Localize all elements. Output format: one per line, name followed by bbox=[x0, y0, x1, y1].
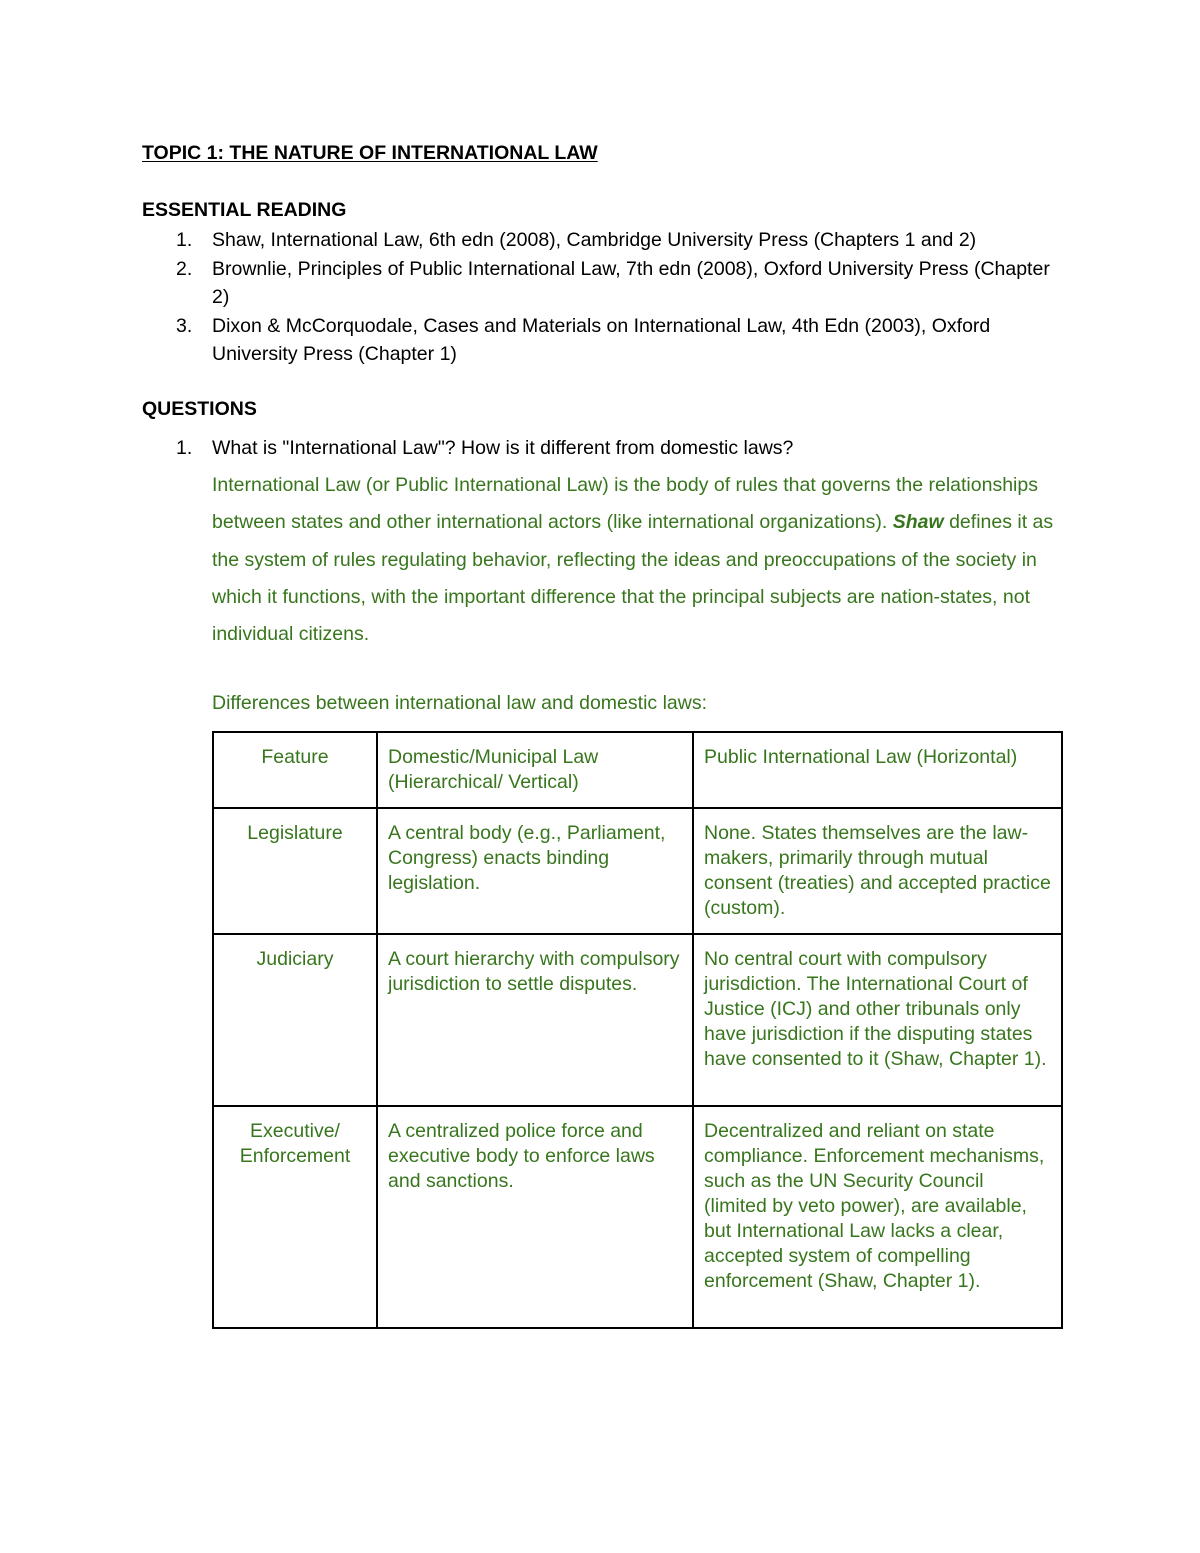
table-cell-feature: Executive/ Enforcement bbox=[213, 1106, 377, 1328]
table-cell-domestic: A centralized police force and executive body to enforce laws and sanctions. bbox=[377, 1106, 693, 1328]
table-cell-international: No central court with compulsory jurisdiction. The International Court of Justice (ICJ) and other tribunals only have jurisdiction if the disputing states have consented to it (Shaw, Chapter 1). bbox=[693, 934, 1062, 1106]
answer-text-part2: defines it as the system of rules regulating behavior, reflecting the ideas and preoccupations of the society in which it functions, with the important difference that the principal subjects are nation-states, not individual citizens. bbox=[212, 511, 1054, 646]
essential-reading-list bbox=[142, 226, 1072, 369]
answer-text-part1: International Law (or Public International Law) is the body of rules that governs the relationships between states and other international actors (like international organizations). bbox=[212, 474, 1038, 534]
list-item-number: 1. bbox=[176, 229, 193, 251]
list-item-text: Brownlie, Principles of Public International Law, 7th edn (2008), Oxford University Press (Chapter 2) bbox=[212, 257, 1050, 308]
list-item-number: 2. bbox=[176, 257, 193, 280]
table-cell-international: None. States themselves are the law-makers, primarily through mutual consent (treaties) and accepted practice (custom). bbox=[693, 808, 1062, 934]
questions-list bbox=[142, 434, 1072, 463]
list-item-number: 3. bbox=[176, 314, 193, 337]
comparison-table bbox=[212, 731, 1063, 1329]
differences-intro: Differences between international law and domestic laws: bbox=[212, 692, 707, 714]
table-cell-domestic: A court hierarchy with compulsory jurisdiction to settle disputes. bbox=[377, 934, 693, 1106]
table-row bbox=[213, 808, 1062, 934]
question-text: What is "International Law"? How is it different from domestic laws? bbox=[212, 437, 794, 459]
table-cell-feature: Legislature bbox=[213, 808, 377, 934]
table-row bbox=[213, 1106, 1062, 1328]
list-item-text: Shaw, International Law, 6th edn (2008), Cambridge University Press (Chapters 1 and 2) bbox=[212, 229, 977, 251]
answer-paragraph bbox=[212, 467, 1072, 653]
essential-reading-heading: ESSENTIAL READING bbox=[142, 199, 347, 221]
table-cell-feature: Judiciary bbox=[213, 934, 377, 1106]
questions-heading: QUESTIONS bbox=[142, 398, 257, 420]
table-cell-domestic: A central body (e.g., Parliament, Congress) enacts binding legislation. bbox=[377, 808, 693, 934]
page-title: TOPIC 1: THE NATURE OF INTERNATIONAL LAW bbox=[142, 142, 598, 164]
list-item-text: Dixon & McCorquodale, Cases and Materials on International Law, 4th Edn (2003), Oxford University Press (Chapter 1) bbox=[212, 314, 991, 365]
question-number: 1. bbox=[176, 437, 193, 459]
list-item bbox=[142, 226, 1072, 255]
table-header-cell: Feature bbox=[213, 732, 377, 808]
list-item bbox=[142, 255, 1072, 312]
table-row bbox=[213, 934, 1062, 1106]
table-header-cell: Public International Law (Horizontal) bbox=[693, 732, 1062, 808]
table-cell-international: Decentralized and reliant on state compliance. Enforcement mechanisms, such as the UN Security Council (limited by veto power), are available, but International Law lacks a clear, accepted system of compelling enforcement (Shaw, Chapter 1). bbox=[693, 1106, 1062, 1328]
question-item bbox=[142, 434, 1072, 463]
table-header-row bbox=[213, 732, 1062, 808]
table-header-cell: Domestic/Municipal Law (Hierarchical/ Vertical) bbox=[377, 732, 693, 808]
list-item bbox=[142, 312, 1072, 369]
answer-emphasis: Shaw bbox=[892, 511, 944, 534]
